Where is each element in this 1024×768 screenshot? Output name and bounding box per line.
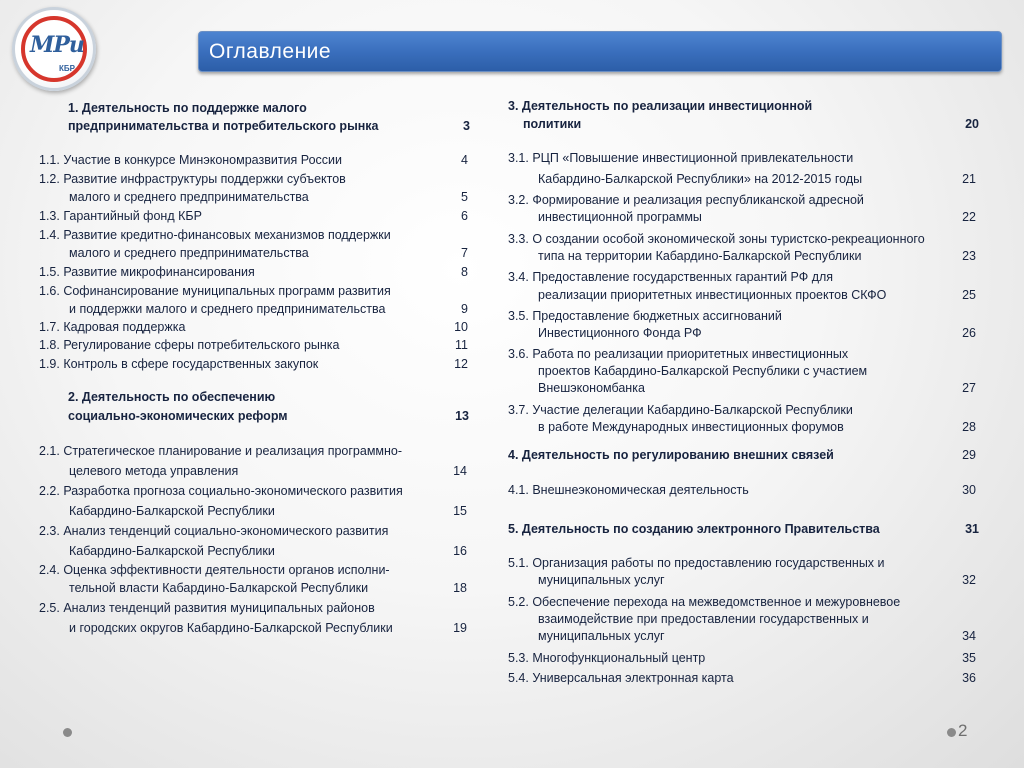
toc-item-line[interactable]: Кабардино-Балкарской Республики» на 2012-2015 годы — [538, 172, 863, 186]
toc-item-page[interactable]: 27 — [962, 381, 976, 395]
section-heading[interactable]: 5. Деятельность по созданию электронного Правительства — [508, 522, 880, 536]
logo-sub: КБР — [59, 64, 75, 73]
toc-item-page[interactable]: 35 — [962, 651, 976, 665]
toc-item-page[interactable]: 11 — [455, 338, 468, 352]
toc-item-line[interactable]: муниципальных услуг — [538, 629, 665, 643]
toc-item-line[interactable]: 3.1. РЦП «Повышение инвестиционной привлекательности — [508, 151, 854, 165]
toc-item-page[interactable]: 34 — [962, 629, 976, 643]
toc-item-line[interactable]: целевого метода управления — [69, 464, 239, 478]
toc-item-page[interactable]: 32 — [962, 573, 976, 587]
toc-item-line[interactable]: реализации приоритетных инвестиционных проектов СКФО — [538, 288, 887, 302]
toc-item-page[interactable]: 19 — [453, 621, 467, 635]
toc-item-line[interactable]: 5.3. Многофункциональный центр — [508, 651, 706, 665]
toc-item-line[interactable]: 1.3. Гарантийный фонд КБР — [39, 209, 202, 223]
toc-item-line[interactable]: малого и среднего предпринимательства — [69, 190, 309, 204]
toc-item-line[interactable]: и поддержки малого и среднего предпринимательства — [69, 302, 386, 316]
section-heading[interactable]: социально-экономических реформ — [68, 409, 288, 423]
section-heading[interactable]: 1. Деятельность по поддержке малого — [68, 101, 307, 115]
section-heading[interactable]: политики — [523, 117, 582, 131]
toc-item-page[interactable]: 8 — [461, 265, 468, 279]
toc-item-line[interactable]: 1.6. Софинансирование муниципальных программ развития — [39, 284, 391, 298]
section-heading[interactable]: 2. Деятельность по обеспечению — [68, 390, 276, 404]
toc-item-line[interactable]: Инвестиционного Фонда РФ — [538, 326, 702, 340]
toc-item-line[interactable]: 1.1. Участие в конкурсе Минэкономразвития России — [39, 153, 342, 167]
toc-item-line[interactable]: 2.3. Анализ тенденций социально-экономического развития — [39, 524, 389, 538]
logo — [12, 7, 96, 91]
toc-item-page[interactable]: 16 — [453, 544, 467, 558]
toc-item-line[interactable]: 1.5. Развитие микрофинансирования — [39, 265, 255, 279]
toc-item-line[interactable]: инвестиционной программы — [538, 210, 702, 224]
toc-item-line[interactable]: взаимодействие при предоставлении государственных и — [538, 612, 869, 626]
toc-item-page[interactable]: 30 — [962, 483, 976, 497]
toc-item-page[interactable]: 12 — [454, 357, 468, 371]
toc-item-line[interactable]: 3.5. Предоставление бюджетных ассигнований — [508, 309, 782, 323]
nav-dot-right[interactable] — [947, 728, 956, 737]
toc-item-line[interactable]: 5.2. Обеспечение перехода на межведомственное и межуровневое — [508, 595, 901, 609]
toc-item-line[interactable]: Кабардино-Балкарской Республики — [69, 544, 275, 558]
toc-item-line[interactable]: 2.1. Стратегическое планирование и реализация программно- — [39, 444, 403, 458]
toc-item-line[interactable]: проектов Кабардино-Балкарской Республики с участием — [538, 364, 868, 378]
toc-item-line[interactable]: 1.8. Регулирование сферы потребительского рынка — [39, 338, 340, 352]
toc-item-page[interactable]: 21 — [962, 172, 976, 186]
toc-item-page[interactable]: 14 — [453, 464, 467, 478]
toc-item-line[interactable]: типа на территории Кабардино-Балкарской Республики — [538, 249, 862, 263]
toc-item-page[interactable]: 26 — [962, 326, 976, 340]
toc-item-line[interactable]: 5.1. Организация работы по предоставлению государственных и — [508, 556, 885, 570]
toc-item-page[interactable]: 25 — [962, 288, 976, 302]
toc-item-line[interactable]: в работе Международных инвестиционных форумов — [538, 420, 844, 434]
title-bar — [198, 31, 1002, 72]
toc-item-line[interactable]: 1.7. Кадровая поддержка — [39, 320, 186, 334]
toc-item-line[interactable]: тельной власти Кабардино-Балкарской Республики — [69, 581, 369, 595]
toc-item-line[interactable]: муниципальных услуг — [538, 573, 665, 587]
toc-item-page[interactable]: 15 — [453, 504, 467, 518]
toc-item-page[interactable]: 28 — [962, 420, 976, 434]
toc-item-line[interactable]: 4.1. Внешнеэкономическая деятельность — [508, 483, 749, 497]
toc-item-line[interactable]: 3.6. Работа по реализации приоритетных инвестиционных — [508, 347, 849, 361]
section-page[interactable]: 29 — [962, 448, 976, 462]
toc-item-line[interactable]: 1.2. Развитие инфраструктуры поддержки субъектов — [39, 172, 346, 186]
toc-item-line[interactable]: 3.4. Предоставление государственных гарантий РФ для — [508, 270, 834, 284]
section-page[interactable]: 20 — [965, 117, 979, 131]
toc-item-line[interactable]: 5.4. Универсальная электронная карта — [508, 671, 734, 685]
toc-item-line[interactable]: Внешэкономбанка — [538, 381, 645, 395]
toc-item-line[interactable]: 2.5. Анализ тенденций развития муниципальных районов — [39, 601, 375, 615]
toc-item-page[interactable]: 22 — [962, 210, 976, 224]
section-heading[interactable]: предпринимательства и потребительского рынка — [68, 119, 379, 133]
section-heading[interactable]: 4. Деятельность по регулированию внешних связей — [508, 448, 834, 462]
section-page[interactable]: 3 — [463, 119, 470, 133]
toc-item-page[interactable]: 23 — [962, 249, 976, 263]
toc-item-page[interactable]: 10 — [454, 320, 468, 334]
toc-item-line[interactable]: 1.4. Развитие кредитно-финансовых механизмов поддержки — [39, 228, 391, 242]
toc-item-line[interactable]: 3.2. Формирование и реализация республиканской адресной — [508, 193, 864, 207]
toc-item-line[interactable]: 3.3. О создании особой экономической зоны туристско-рекреационного — [508, 232, 925, 246]
nav-dot-left[interactable] — [63, 728, 72, 737]
toc-item-page[interactable]: 4 — [461, 153, 468, 167]
toc-item-line[interactable]: 3.7. Участие делегации Кабардино-Балкарской Республики — [508, 403, 853, 417]
toc-item-line[interactable]: 1.9. Контроль в сфере государственных закупок — [39, 357, 319, 371]
toc-item-page[interactable]: 9 — [461, 302, 468, 316]
logo-mark: МРи — [30, 32, 84, 58]
toc-item-line[interactable]: 2.4. Оценка эффективности деятельности органов исполни- — [39, 563, 390, 577]
section-heading[interactable]: 3. Деятельность по реализации инвестиционной — [508, 99, 813, 113]
slide-number: 2 — [958, 721, 968, 740]
page-title: Оглавление — [209, 40, 332, 63]
section-page[interactable]: 13 — [455, 409, 469, 423]
toc-item-line[interactable]: 2.2. Разработка прогноза социально-экономического развития — [39, 484, 403, 498]
toc-item-line[interactable]: и городских округов Кабардино-Балкарской Республики — [69, 621, 393, 635]
toc-item-page[interactable]: 7 — [461, 246, 468, 260]
toc-item-page[interactable]: 5 — [461, 190, 468, 204]
toc-item-page[interactable]: 6 — [461, 209, 468, 223]
toc-item-line[interactable]: малого и среднего предпринимательства — [69, 246, 309, 260]
toc-item-line[interactable]: Кабардино-Балкарской Республики — [69, 504, 275, 518]
section-page[interactable]: 31 — [965, 522, 979, 536]
toc-item-page[interactable]: 18 — [453, 581, 467, 595]
toc-item-page[interactable]: 36 — [962, 671, 976, 685]
